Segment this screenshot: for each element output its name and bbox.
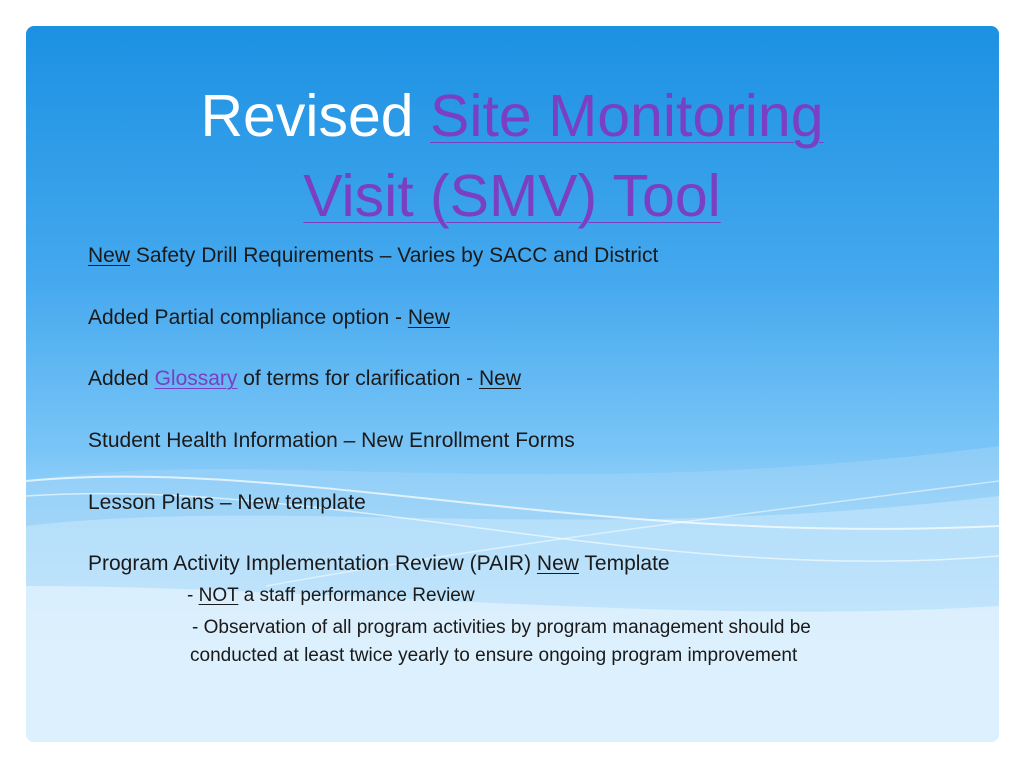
title-link-visit-tool[interactable]: Visit (SMV) Tool [303, 163, 721, 229]
subpoint-text: a staff performance Review [238, 585, 475, 606]
bullet-student-health [88, 429, 575, 453]
new-label: New [407, 306, 450, 329]
title-line-2 [0, 156, 1024, 236]
bullet-text: Added [88, 367, 155, 390]
title-line-1 [0, 76, 1024, 156]
subpoint-observation-line-1: - Observation of all program activities by program management should be [192, 617, 811, 638]
subpoint-observation-line-2: conducted at least twice yearly to ensure ongoing program improvement [190, 645, 798, 666]
title-prefix: Revised [200, 83, 414, 149]
bullet-text: of terms for clarification - [237, 367, 479, 390]
bullet-text: Program Activity Implementation Review (PAIR) [88, 552, 537, 575]
bullet-text: Student Health Information – New Enrollment Forms [88, 429, 575, 452]
glossary-link[interactable]: Glossary [154, 367, 238, 390]
subpoint-not-performance-review [187, 585, 475, 607]
bullet-partial-compliance [88, 306, 450, 330]
bullet-text: Safety Drill Requirements – Varies by SACC and District [130, 244, 659, 267]
not-label: NOT [198, 585, 239, 606]
bullet-text: Template [578, 552, 670, 575]
bullet-safety-drill [88, 244, 658, 268]
bullet-pair [88, 552, 670, 576]
subpoint-dash: - [187, 585, 199, 606]
new-label: New [536, 552, 579, 575]
new-label: New [88, 244, 131, 267]
title-link-site-monitoring[interactable]: Site Monitoring [430, 83, 824, 149]
bullet-text: Lesson Plans – New template [88, 491, 366, 514]
bullet-text: Added Partial compliance option - [88, 306, 408, 329]
slide-title [0, 76, 1024, 236]
bullet-glossary [88, 367, 521, 391]
new-label: New [478, 367, 521, 390]
bullet-lesson-plans [88, 491, 366, 515]
